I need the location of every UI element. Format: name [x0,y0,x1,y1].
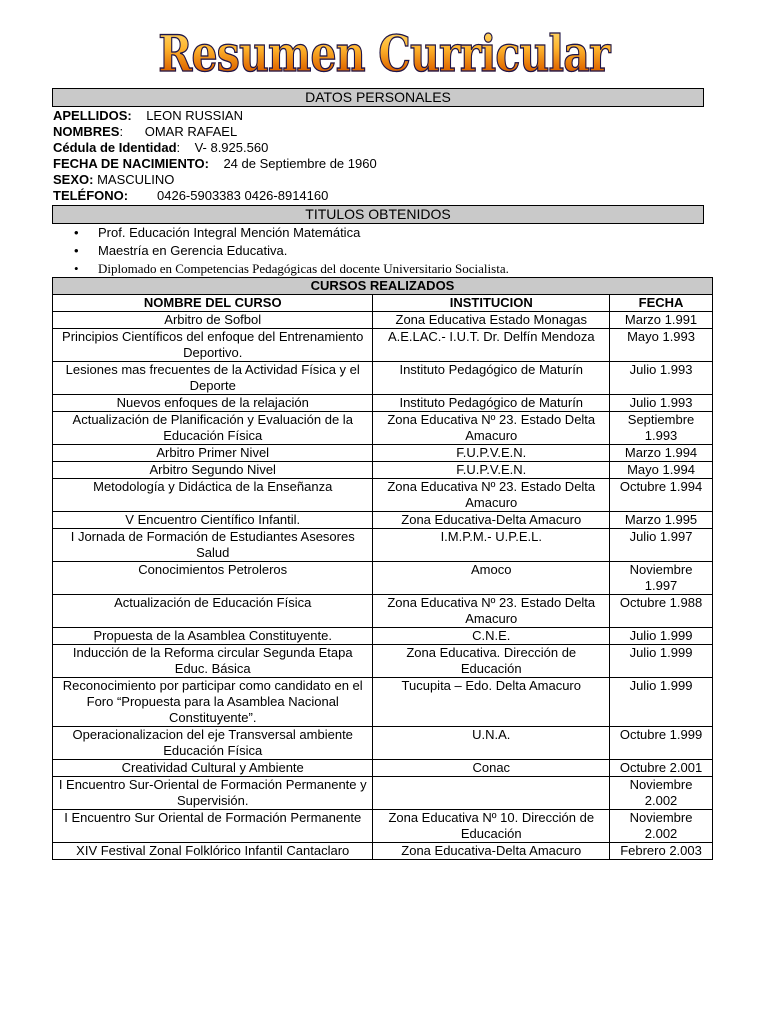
institution-cell: Zona Educativa Nº 23. Estado Delta Amacuro [373,595,610,628]
date-cell: Mayo 1.993 [610,329,713,362]
institution-cell: I.M.P.M.- U.P.E.L. [373,529,610,562]
field-sexo [53,172,174,188]
column-header-course: NOMBRE DEL CURSO [53,295,373,312]
date-cell: Octubre 1.988 [610,595,713,628]
table-row [53,727,713,760]
table-row [53,395,713,412]
institution-cell: Amoco [373,562,610,595]
course-name-cell: Arbitro Segundo Nivel [53,462,373,479]
course-name-cell: Operacionalizacion del eje Transversal ambiente Educación Física [53,727,373,760]
courses-caption-row [53,278,713,295]
course-name-cell: Actualización de Planificación y Evaluación de la Educación Física [53,412,373,445]
course-name-cell: Metodología y Didáctica de la Enseñanza [53,479,373,512]
table-row [53,843,713,860]
table-row [53,529,713,562]
table-row [53,312,713,329]
course-name-cell: Reconocimiento por participar como candidato en el Foro “Propuesta para la Asamblea Nacional Constituyente”. [53,678,373,727]
table-row [53,760,713,777]
field-label: Cédula de Identidad [53,140,177,155]
field-value: : V- 8.925.560 [176,140,269,155]
institution-cell: F.U.P.V.E.N. [373,462,610,479]
course-name-cell: Propuesta de la Asamblea Constituyente. [53,628,373,645]
institution-cell: Zona Educativa. Dirección de Educación [373,645,610,678]
field-apellidos [53,108,243,124]
course-name-cell: Arbitro de Sofbol [53,312,373,329]
institution-cell [373,777,610,810]
date-cell: Julio 1.997 [610,529,713,562]
list-item: • Maestría en Gerencia Educativa. [54,242,509,260]
date-cell: Marzo 1.994 [610,445,713,462]
institution-cell: U.N.A. [373,727,610,760]
institution-cell: Zona Educativa-Delta Amacuro [373,512,610,529]
date-cell: Marzo 1.995 [610,512,713,529]
field-label: SEXO: [53,172,94,187]
course-name-cell: Creatividad Cultural y Ambiente [53,760,373,777]
course-name-cell: Principios Científicos del enfoque del Entrenamiento Deportivo. [53,329,373,362]
date-cell: Julio 1.999 [610,628,713,645]
field-value: 24 de Septiembre de 1960 [223,156,377,171]
column-header-date: FECHA [610,295,713,312]
column-header-institution: INSTITUCION [373,295,610,312]
table-row [53,777,713,810]
date-cell: Noviembre 2.002 [610,777,713,810]
table-row [53,562,713,595]
table-row [53,678,713,727]
date-cell: Octubre 1.994 [610,479,713,512]
institution-cell: C.N.E. [373,628,610,645]
institution-cell: Zona Educativa-Delta Amacuro [373,843,610,860]
personal-data-header: DATOS PERSONALES [52,88,704,107]
table-row [53,628,713,645]
institution-cell: A.E.LAC.- I.U.T. Dr. Delfín Mendoza [373,329,610,362]
date-cell: Noviembre 2.002 [610,810,713,843]
courses-caption: CURSOS REALIZADOS [53,278,713,295]
course-name-cell: Inducción de la Reforma circular Segunda Etapa Educ. Básica [53,645,373,678]
institution-cell: Zona Educativa Estado Monagas [373,312,610,329]
course-name-cell: XIV Festival Zonal Folklórico Infantil Cantaclaro [53,843,373,860]
table-row [53,595,713,628]
course-name-cell: Arbitro Primer Nivel [53,445,373,462]
field-telefono [53,188,328,204]
date-cell: Mayo 1.994 [610,462,713,479]
date-cell: Julio 1.993 [610,362,713,395]
institution-cell: Zona Educativa Nº 10. Dirección de Educación [373,810,610,843]
table-row [53,645,713,678]
institution-cell: Instituto Pedagógico de Maturín [373,395,610,412]
table-row [53,362,713,395]
field-value: LEON RUSSIAN [146,108,243,123]
field-value: 0426-5903383 0426-8914160 [157,188,329,203]
field-nombres [53,124,237,140]
course-name-cell: Conocimientos Petroleros [53,562,373,595]
field-cedula [53,140,268,156]
table-row [53,479,713,512]
institution-cell: Zona Educativa Nº 23. Estado Delta Amacuro [373,479,610,512]
course-name-cell: V Encuentro Científico Infantil. [53,512,373,529]
date-cell: Octubre 2.001 [610,760,713,777]
courses-header-row [53,295,713,312]
courses-table [52,277,713,860]
date-cell: Septiembre 1.993 [610,412,713,445]
field-label: APELLIDOS: [53,108,132,123]
field-value: : OMAR RAFAEL [119,124,238,139]
course-name-cell: Actualización de Educación Física [53,595,373,628]
course-name-cell: I Jornada de Formación de Estudiantes Asesores Salud [53,529,373,562]
date-cell: Febrero 2.003 [610,843,713,860]
field-value: MASCULINO [97,172,175,187]
date-cell: Noviembre 1.997 [610,562,713,595]
institution-cell: Zona Educativa Nº 23. Estado Delta Amacuro [373,412,610,445]
course-name-cell: I Encuentro Sur-Oriental de Formación Permanente y Supervisión. [53,777,373,810]
field-label: FECHA DE NACIMIENTO: [53,156,209,171]
institution-cell: Tucupita – Edo. Delta Amacuro [373,678,610,727]
table-row [53,329,713,362]
field-fecha-nacimiento [53,156,377,172]
table-row [53,445,713,462]
table-row [53,512,713,529]
table-row [53,412,713,445]
date-cell: Julio 1.999 [610,678,713,727]
titles-header: TITULOS OBTENIDOS [52,205,704,224]
course-name-cell: Nuevos enfoques de la relajación [53,395,373,412]
page-title: Resumen Curricular [69,24,699,84]
course-name-cell: Lesiones mas frecuentes de la Actividad Física y el Deporte [53,362,373,395]
course-name-cell: I Encuentro Sur Oriental de Formación Permanente [53,810,373,843]
field-label: NOMBRES [53,124,120,139]
list-item: • Diplomado en Competencias Pedagógicas del docente Universitario Socialista. [54,260,509,278]
table-row [53,462,713,479]
date-cell: Octubre 1.999 [610,727,713,760]
institution-cell: Conac [373,760,610,777]
date-cell: Julio 1.993 [610,395,713,412]
table-row [53,810,713,843]
institution-cell: Instituto Pedagógico de Maturín [373,362,610,395]
institution-cell: F.U.P.V.E.N. [373,445,610,462]
titles-list [54,224,509,278]
list-item: • Prof. Educación Integral Mención Matemática [54,224,509,242]
date-cell: Julio 1.999 [610,645,713,678]
field-label: TELÉFONO: [53,188,129,203]
date-cell: Marzo 1.991 [610,312,713,329]
